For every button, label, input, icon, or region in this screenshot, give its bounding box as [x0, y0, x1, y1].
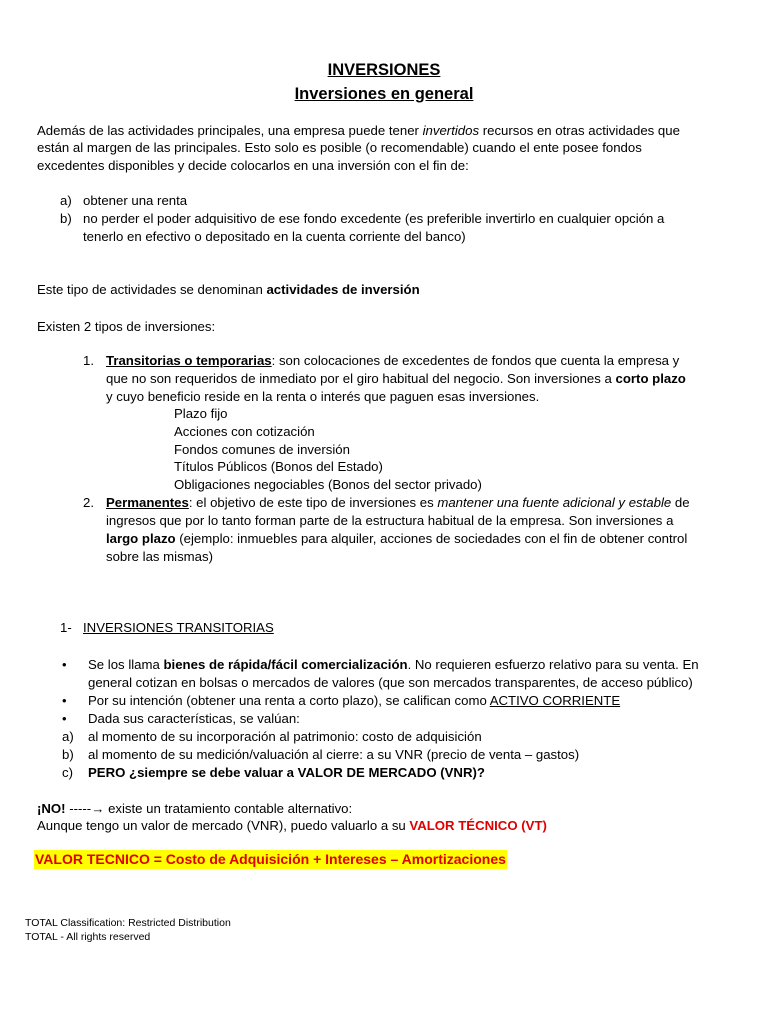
type2-line-2: ingresos que por lo tanto forman parte de la estructura habitual de la empresa. Son inversiones a [106, 513, 674, 528]
activity-line [37, 281, 420, 299]
intro-text: Además de las actividades principales, una empresa puede tener [37, 123, 423, 138]
alt-text: existe un tratamiento contable alternativo: [108, 801, 353, 816]
formula-highlight: VALOR TECNICO = Costo de Adquisición + Intereses – Amortizaciones [35, 851, 506, 867]
type1-text: : son colocaciones de excedentes de fondos que cuenta la empresa y [271, 353, 680, 368]
arrow-icon: -----→ [65, 801, 109, 816]
type2-term-long: largo plazo [106, 531, 176, 546]
bullet-3: Dada sus características, se valúan: [88, 711, 300, 726]
valuation-b-marker: b) [62, 747, 74, 762]
goal-a-text: obtener una renta [83, 193, 188, 208]
bullet-1-line-2: general cotizan en bolsas o mercados de valores (que son mercados transparentes, de acceso público) [88, 675, 693, 690]
footer-line-1: TOTAL Classification: Restricted Distribution [25, 917, 231, 929]
type2-marker: 2. [83, 495, 94, 510]
footer-line-2: TOTAL - All rights reserved [25, 931, 151, 943]
valuation-c-marker: c) [62, 765, 73, 780]
bullet-text: Por su intención (obtener una renta a corto plazo), se califican como [88, 693, 490, 708]
type2-text: de [671, 495, 690, 510]
intro-text: recursos en otras actividades que [479, 123, 680, 138]
intro-line-3: excedentes disponibles y decide colocarlos en una inversión con el fin de: [37, 158, 469, 173]
bullet-1-line-1 [88, 656, 699, 674]
goal-b-line-2: tenerlo en efectivo o depositado en la cuenta corriente del banco) [83, 229, 466, 244]
activity-text: Este tipo de actividades se denominan [37, 282, 267, 297]
section1-heading: INVERSIONES TRANSITORIAS [83, 620, 274, 635]
type1-term: Transitorias o temporarias [106, 353, 272, 368]
intro-line-2: están al margen de las principales. Esto solo es posible (o recomendable) cuando el ente posee fondos [37, 140, 642, 155]
alt-text: Aunque tengo un valor de mercado (VNR), puedo valuarlo a su [37, 818, 410, 833]
bullet-icon: • [62, 657, 67, 672]
page-subtitle: Inversiones en general [294, 85, 474, 103]
bullet-icon: • [62, 711, 67, 726]
page-title: INVERSIONES [327, 61, 441, 79]
bullet-2 [88, 692, 620, 710]
type2-term: Permanentes [106, 495, 189, 510]
bullet-text: . No requieren esfuerzo relativo para su venta. En [407, 657, 699, 672]
goal-a-marker: a) [60, 193, 72, 208]
valuation-a-marker: a) [62, 729, 74, 744]
types-intro: Existen 2 tipos de inversiones: [37, 319, 216, 334]
alt-line-1 [37, 800, 352, 818]
activity-term: actividades de inversión [266, 282, 420, 297]
alt-line-2 [37, 817, 547, 835]
type1-example: Acciones con cotización [174, 424, 315, 439]
intro-line-1 [37, 122, 680, 140]
valuation-b-text: al momento de su medición/valuación al cierre: a su VNR (precio de venta – gastos) [88, 747, 580, 762]
type1-text: que no son requeridos de inmediato por el giro habitual del negocio. Son inversiones a [106, 371, 616, 386]
type2-line-4: sobre las mismas) [106, 549, 213, 564]
bullet-text: Se los llama [88, 657, 164, 672]
type1-example: Fondos comunes de inversión [174, 442, 350, 457]
type2-italic: mantener una fuente adicional y estable [437, 495, 672, 510]
type2-text: : el objetivo de este tipo de inversiones es [188, 495, 438, 510]
type1-example: Obligaciones negociables (Bonos del sector privado) [174, 477, 482, 492]
goal-b-marker: b) [60, 211, 72, 226]
type2-line-3 [106, 530, 687, 548]
type1-example: Títulos Públicos (Bonos del Estado) [174, 459, 383, 474]
type1-example: Plazo fijo [174, 406, 228, 421]
type1-line-3: y cuyo beneficio reside en la renta o interés que paguen esas inversiones. [106, 389, 540, 404]
type1-line-2 [106, 370, 686, 388]
intro-italic: invertidos [422, 123, 480, 138]
type2-text: (ejemplo: inmuebles para alquiler, acciones de sociedades con el fin de obtener control [175, 531, 688, 546]
alt-term: VALOR TÉCNICO (VT) [409, 818, 547, 833]
type1-term-short: corto plazo [615, 371, 686, 386]
type1-marker: 1. [83, 353, 94, 368]
bullet-term-underlined: ACTIVO CORRIENTE [489, 693, 621, 708]
section1-marker: 1- [60, 620, 72, 635]
goal-b-line-1: no perder el poder adquisitivo de ese fondo excedente (es preferible invertirlo en cualquier opción a [83, 211, 665, 226]
type1-line-1 [106, 352, 679, 370]
alt-no: ¡NO! [37, 801, 66, 816]
type2-line-1 [106, 494, 690, 512]
bullet-term: bienes de rápida/fácil comercialización [163, 657, 408, 672]
valuation-c-text: PERO ¿siempre se debe valuar a VALOR DE MERCADO (VNR)? [88, 765, 485, 780]
valuation-a-text: al momento de su incorporación al patrimonio: costo de adquisición [88, 729, 482, 744]
bullet-icon: • [62, 693, 67, 708]
